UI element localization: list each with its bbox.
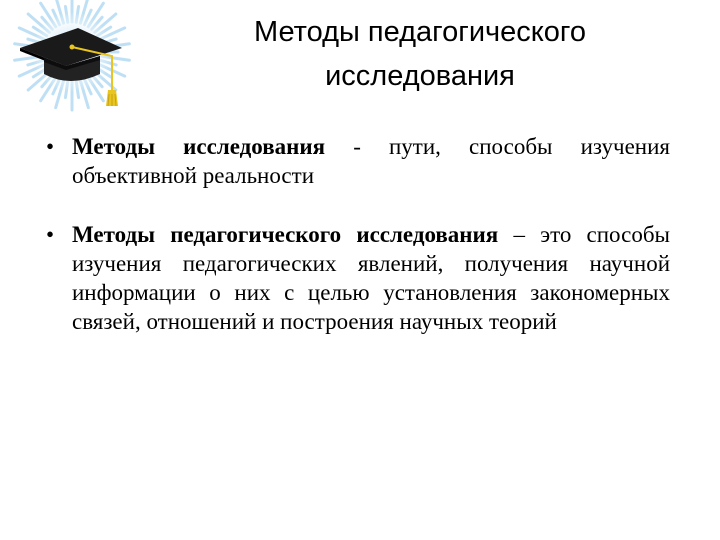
- bullet-item: [46, 220, 670, 336]
- bullet-definition: – это способы изучения педагогических явлений, получения научной информации о них с целью установления закономерных связей, отношений и построения научных теорий: [72, 222, 670, 334]
- slide-title-line-2: исследования: [325, 60, 515, 92]
- bullet-list: [46, 132, 670, 336]
- graduation-cap-icon: [0, 0, 150, 115]
- bullet-definition: - пути, способы изучения объективной реальности: [72, 134, 670, 188]
- bullet-marker: •: [46, 222, 55, 247]
- bullet-marker: •: [46, 134, 55, 159]
- bullet-term: Методы педагогического исследования: [72, 222, 499, 247]
- slide-title: [180, 10, 660, 98]
- slide-title-line-1: Методы педагогического: [254, 16, 586, 48]
- bullet-term: Методы исследования: [72, 134, 326, 159]
- bullet-item: [46, 132, 670, 190]
